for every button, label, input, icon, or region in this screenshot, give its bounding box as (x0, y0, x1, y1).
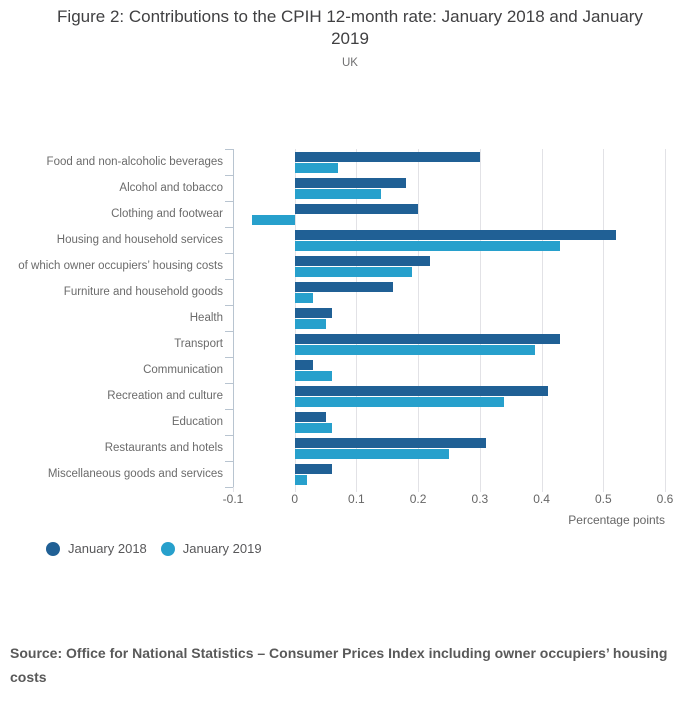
x-tick-label: 0.5 (594, 492, 612, 506)
category-axis-tick (225, 383, 233, 384)
category-axis-tick (225, 149, 233, 150)
bar-january-2018[interactable] (295, 360, 314, 370)
x-tick-label: 0.4 (533, 492, 550, 506)
figure-title: Figure 2: Contributions to the CPIH 12-month rate: January 2018 and January 2019 (57, 7, 643, 48)
category-label: Alcohol and tobacco (119, 182, 223, 194)
figure-subtitle: UK (342, 57, 358, 69)
bar-january-2018[interactable] (295, 178, 406, 188)
legend-label-2018: January 2018 (68, 541, 147, 556)
category-label: Food and non-alcoholic beverages (46, 156, 223, 168)
bar-january-2018[interactable] (295, 152, 480, 162)
bar-january-2019[interactable] (252, 215, 295, 225)
bar-january-2019[interactable] (295, 163, 338, 173)
category-label: Clothing and footwear (111, 208, 223, 220)
bar-january-2019[interactable] (295, 475, 307, 485)
category-label: Recreation and culture (107, 390, 223, 402)
bar-january-2019[interactable] (295, 293, 314, 303)
x-axis-label: Percentage points (568, 513, 665, 527)
legend-label-2019: January 2019 (182, 541, 262, 556)
bar-january-2018[interactable] (295, 334, 560, 344)
bar-january-2019[interactable] (295, 345, 536, 355)
category-label: Housing and household services (56, 234, 223, 246)
category-label: Health (189, 312, 223, 324)
x-tick-label: 0.3 (471, 492, 489, 506)
bar-january-2019[interactable] (295, 449, 449, 459)
bar-january-2018[interactable] (295, 308, 332, 318)
legend-marker-2019-icon (161, 542, 175, 556)
bar-january-2019[interactable] (295, 319, 326, 329)
category-axis-tick (225, 357, 233, 358)
category-axis-line (233, 149, 234, 487)
gridline (603, 149, 604, 492)
category-label: of which owner occupiers’ housing costs (18, 260, 223, 272)
category-axis-tick (225, 409, 233, 410)
category-label: Transport (174, 338, 223, 350)
category-label: Miscellaneous goods and services (47, 468, 223, 480)
category-axis-tick (225, 487, 233, 488)
category-axis-tick (225, 435, 233, 436)
category-label: Furniture and household goods (63, 286, 223, 298)
bar-january-2018[interactable] (295, 438, 486, 448)
bar-january-2019[interactable] (295, 189, 381, 199)
category-axis-tick (225, 305, 233, 306)
bar-january-2018[interactable] (295, 204, 418, 214)
category-axis-tick (225, 175, 233, 176)
bar-january-2019[interactable] (295, 241, 560, 251)
category-axis-tick (225, 201, 233, 202)
bar-january-2019[interactable] (295, 267, 412, 277)
category-axis-tick (225, 253, 233, 254)
category-label: Education (171, 416, 223, 428)
legend-item-january-2019[interactable] (161, 541, 262, 556)
legend-item-january-2018[interactable] (46, 541, 147, 556)
bar-january-2018[interactable] (295, 282, 394, 292)
bar-january-2018[interactable] (295, 412, 326, 422)
x-tick-label: 0.1 (348, 492, 365, 506)
bar-january-2019[interactable] (295, 423, 332, 433)
bar-january-2018[interactable] (295, 230, 616, 240)
legend (46, 541, 262, 556)
category-axis-tick (225, 227, 233, 228)
bar-january-2019[interactable] (295, 371, 332, 381)
source-note: Source: Office for National Statistics – Consumer Prices Index including owner occupiers’ housing costs (10, 645, 668, 685)
gridline (542, 149, 543, 492)
x-tick-label: -0.1 (222, 492, 244, 506)
bar-january-2018[interactable] (295, 386, 548, 396)
category-axis-tick (225, 279, 233, 280)
category-label: Communication (143, 364, 223, 376)
category-axis-tick (225, 331, 233, 332)
category-axis-tick (225, 461, 233, 462)
x-tick-label: 0 (291, 492, 299, 506)
x-tick-label: 0.6 (656, 492, 674, 506)
gridline (665, 149, 666, 492)
legend-marker-2018-icon (46, 542, 60, 556)
bar-january-2018[interactable] (295, 464, 332, 474)
bar-january-2019[interactable] (295, 397, 505, 407)
x-tick-label: 0.2 (409, 492, 427, 506)
bar-january-2018[interactable] (295, 256, 431, 266)
category-label: Restaurants and hotels (104, 442, 223, 454)
